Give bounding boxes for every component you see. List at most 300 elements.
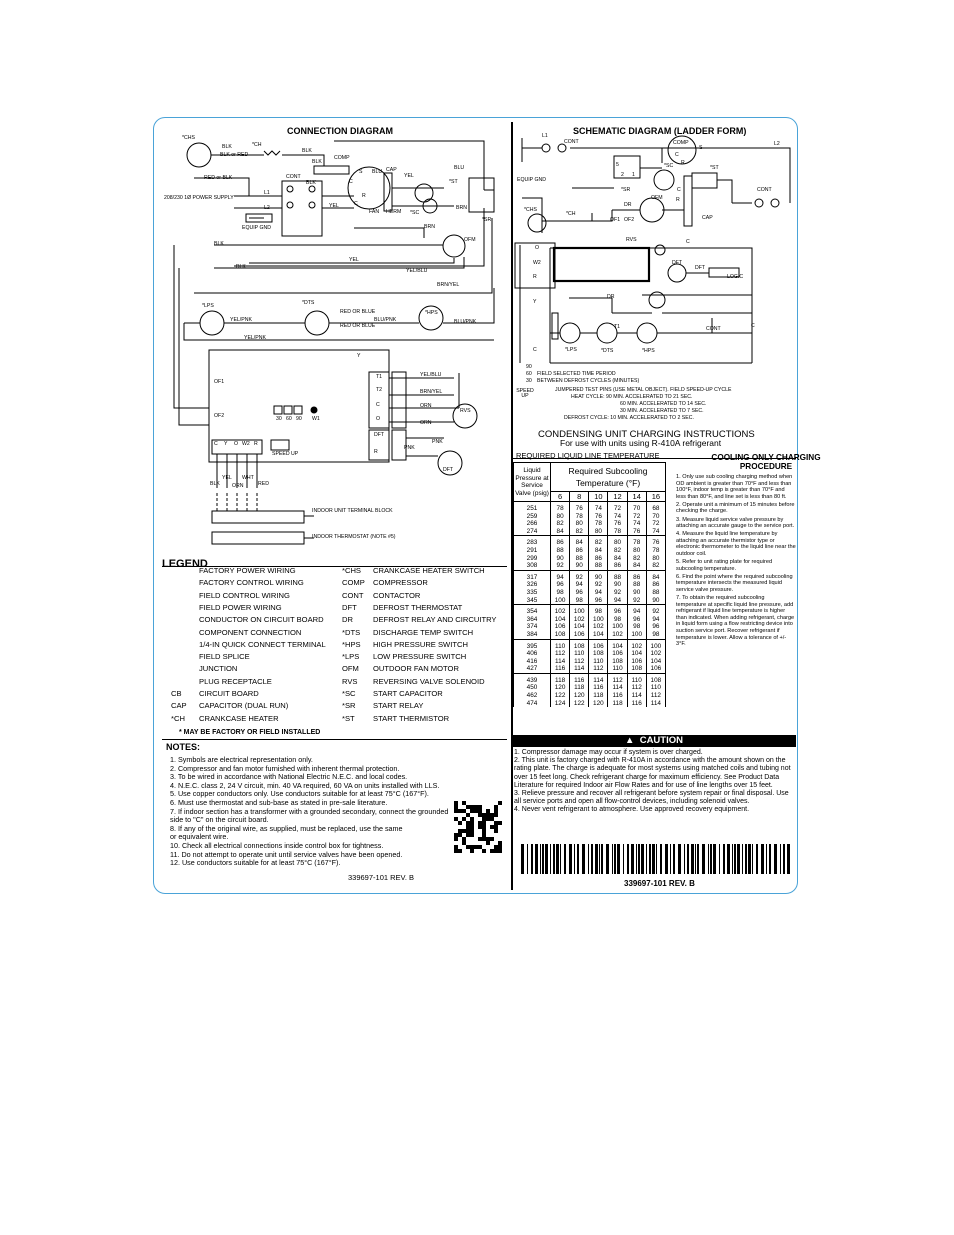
qr-module [498,841,502,845]
temperature-cell: 112 [589,665,608,673]
temperature-cell: 104 [627,650,646,658]
pressure-cell: 384 [514,631,551,639]
connection-label: HERM [386,209,402,215]
qr-module [466,845,470,849]
temperature-cell: 86 [551,536,570,547]
temperature-cell: 82 [570,528,589,536]
pressure-cell: 416 [514,658,551,666]
connection-label: C [376,402,380,408]
barcode-bar [734,844,736,874]
temperature-cell: 120 [551,684,570,692]
temperature-cell: 72 [646,520,665,528]
barcode-bar [732,844,733,874]
caution-item: 3. Relieve pressure and recover all refrigerant before system repair or final disposal. Use all service ports and open all flow-control devices, including solenoid valves. [514,790,789,806]
charging-subtitle: For use with units using R-410A refrigerant [560,438,722,448]
warning-triangle-icon: ▲ [625,735,635,746]
connection-label: RED OR BLUE [340,323,376,329]
table-row [514,684,666,692]
barcode-bar [599,844,600,874]
legend-abbr: DR [342,615,353,625]
temperature-cell: 106 [570,631,589,639]
table-row [514,623,666,631]
barcode [519,844,794,876]
schematic-label: RVS [626,237,637,243]
temperature-cell: 100 [646,639,665,650]
qr-module [478,809,482,813]
temperature-cell: 90 [646,597,665,605]
temperature-cell: 112 [608,673,627,684]
temperature-cell: 84 [608,555,627,563]
schematic-label: *CH [566,211,576,217]
pressure-cell: 345 [514,597,551,605]
schematic-label: DFT [695,265,706,271]
qr-module [462,809,466,813]
qr-module [482,821,486,825]
temperature-cell: 98 [646,631,665,639]
procedure-step: 7. To obtain the required subcooling temperature at specific liquid line pressure, add refrigerant if liquid line temperature is higher than indicated. When adding refrigerant, charge in liquid form using a flow restricting device into suction service port. Recover refrigerant if temperature is lower. Allow a tolerance of +/- 3°F. [676,595,795,648]
temperature-cell: 114 [589,673,608,684]
temperature-cell: 112 [627,684,646,692]
connection-label: RED [258,481,269,487]
qr-module [490,817,494,821]
legend-abbr-desc: DISCHARGE TEMP SWITCH [373,627,474,637]
temperature-cell: 108 [608,658,627,666]
pressure-cell: 439 [514,673,551,684]
schematic-label: EQUIP GND [517,177,547,183]
schematic-label: DFT [672,260,683,266]
qr-module [454,805,458,809]
connection-label: SPEED UP [272,451,299,457]
temperature-cell: 100 [570,605,589,616]
qr-module [466,825,470,829]
barcode-bar [623,844,624,874]
temperature-cell: 78 [589,520,608,528]
schematic-label: CONT [564,139,579,145]
temperature-cell: 82 [646,562,665,570]
temperature-cell: 96 [570,589,589,597]
qr-module [458,809,462,813]
connection-label: T2 [376,387,383,393]
connection-label: ORN [232,483,244,489]
legend-abbr-desc: HIGH PRESSURE SWITCH [373,639,468,649]
legend-abbr: CAP [171,701,187,711]
subcool-col-head: 10 [589,492,608,502]
connection-label: L1 [264,190,270,196]
legend-item: FIELD SPLICE [199,652,250,662]
qr-module [470,805,474,809]
pressure-cell: 283 [514,536,551,547]
connection-label: PNK [404,445,415,451]
legend-item: CONDUCTOR ON CIRCUIT BOARD [199,615,324,625]
temperature-cell: 72 [608,502,627,513]
note-item: or equivalent wire. [170,832,229,842]
qr-module [494,805,498,809]
note-item: 4. N.E.C. class 2, 24 V circuit, min. 40 VA required, 60 VA on units installed with LLS. [170,780,440,790]
qr-module [486,837,490,841]
legend-title: LEGEND [162,558,208,570]
temperature-cell: 74 [646,528,665,536]
barcode-bar [521,844,524,874]
barcode-bar [612,844,613,874]
temperature-cell: 102 [608,631,627,639]
temperature-cell: 94 [551,570,570,581]
legend-abbr: *ST [342,713,355,723]
legend-abbr: DFT [342,602,357,612]
connection-label: C [354,201,358,207]
schematic-diagram-title: SCHEMATIC DIAGRAM (LADDER FORM) [573,126,747,136]
col-head-subcooling: Required Subcooling Temperature (°F) [551,463,666,492]
temperature-cell: 116 [551,665,570,673]
temperature-cell: 108 [589,650,608,658]
temperature-cell: 80 [589,528,608,536]
temperature-cell: 98 [627,623,646,631]
schematic-label: DR [624,202,632,208]
table-row [514,547,666,555]
schematic-label: T1 [614,324,621,330]
qr-module [482,817,486,821]
pressure-cell: 427 [514,665,551,673]
caution-item: 4. Never vent refrigerant to atmosphere. Use approved recovery equipment. [514,806,750,814]
connection-label: YEL/BLU [406,268,428,274]
temperature-cell: 78 [608,528,627,536]
temperature-cell: 108 [551,631,570,639]
qr-module [494,829,498,833]
table-row [514,673,666,684]
temperature-cell: 80 [627,547,646,555]
connection-label: O [234,441,239,447]
temperature-cell: 94 [646,616,665,624]
procedure-step: 2. Operate unit a minimum of 15 minutes before checking the charge. [676,501,795,515]
legend-item: FACTORY POWER WIRING [199,566,296,575]
connection-label: BRN [424,224,435,230]
qr-module [498,845,502,849]
temperature-cell: 88 [589,562,608,570]
legend-abbr: CONT [342,590,364,600]
barcode-bar [708,844,709,874]
connection-label: S [359,169,363,175]
connection-label: BLK [302,148,312,154]
temperature-cell: 110 [608,665,627,673]
pressure-cell: 299 [514,555,551,563]
qr-module [486,813,490,817]
temperature-cell: 114 [646,700,665,708]
qr-module [470,845,474,849]
temperature-cell: 84 [570,536,589,547]
temperature-cell: 70 [646,513,665,521]
qr-module [470,821,474,825]
temperature-cell: 114 [570,665,589,673]
temperature-cell: 118 [570,684,589,692]
connection-label: ORN [420,420,432,426]
table-row [514,589,666,597]
pressure-cell: 308 [514,562,551,570]
temperature-cell: 120 [589,700,608,708]
qr-module [458,829,462,833]
table-row [514,502,666,513]
connection-label: *SC [410,210,420,216]
qr-module [486,841,490,845]
pressure-cell: 354 [514,605,551,616]
barcode-bar [545,844,548,874]
barcode-bar [556,844,559,874]
pressure-cell: 266 [514,520,551,528]
legend-abbr-desc: START RELAY [373,701,424,711]
schematic-label: S [699,145,703,151]
legend-abbr-desc: LOW PRESSURE SWITCH [373,652,467,662]
schematic-label: OF2 [624,217,635,223]
barcode-bar [695,844,696,874]
table-row [514,513,666,521]
connection-label: Y [357,353,361,359]
schematic-label: 2 [621,172,624,178]
temperature-cell: 96 [608,605,627,616]
connection-label: BLK [306,180,316,186]
connection-label: C [214,441,218,447]
schematic-label: L2 [774,141,780,147]
subcool-col-head: 8 [570,492,589,502]
temperature-cell: 88 [646,589,665,597]
temperature-cell: 74 [627,520,646,528]
barcode-bar [614,844,616,874]
barcode-bar [687,844,689,874]
barcode-bar [649,844,651,874]
connection-label: BRN/YEL [437,282,460,288]
qr-module [470,817,474,821]
table-row [514,555,666,563]
schematic-label: C [751,323,755,329]
notes-part-number: 339697-101 REV. B [348,873,415,882]
temperature-cell: 98 [570,597,589,605]
temperature-cell: 94 [570,581,589,589]
table-row [514,605,666,616]
temperature-cell: 88 [570,555,589,563]
legend-item: JUNCTION [199,664,238,674]
note-item: 10. Check all electrical connections inside control box for tightness. [170,841,384,850]
qr-module [454,845,458,849]
note-item: 11. Do not attempt to operate unit until service valves have been opened. [170,849,403,859]
table-row [514,639,666,650]
barcode-bar [691,844,694,874]
connection-label: DFT [374,432,385,438]
heat-cycle-60: 60 MIN. ACCELERATED TO 14 SEC. [620,401,707,407]
temperature-cell: 98 [608,616,627,624]
temperature-cell: 112 [570,658,589,666]
pressure-cell: 450 [514,684,551,692]
qr-module [458,849,462,853]
temperature-cell: 94 [589,589,608,597]
temperature-cell: 110 [627,673,646,684]
qr-module [454,837,458,841]
procedure-steps [676,474,796,649]
temperature-cell: 72 [627,513,646,521]
table-row [514,570,666,581]
temperature-cell: 106 [608,650,627,658]
connection-label: *DTS [302,300,315,306]
connection-label: R [374,449,378,455]
temperature-cell: 106 [589,639,608,650]
connection-label: *SR [482,217,492,223]
heat-cycle-90: HEAT CYCLE: 90 MIN. ACCELERATED TO 21 SEC. [571,394,693,400]
qr-module [462,817,466,821]
temperature-cell: 68 [646,502,665,513]
schematic-label: C [533,347,537,353]
pressure-cell: 251 [514,502,551,513]
temperature-cell: 98 [551,589,570,597]
temperature-cell: 96 [646,623,665,631]
barcode-bar [713,844,716,874]
caution-item: 2. This unit is factory charged with R-410A in accordance with the amount shown on the rating plate. The charge is adequate for most systems using matched coils and tubing not over 15 feet long. Check refrigerant charge for maximum efficiency. See Product Data Literature for required Indoor air Flow Rates and for use of line lengths over 15 feet. [514,757,791,789]
connection-label: BLU [372,169,383,175]
connection-label: COMP [334,155,350,161]
connection-label: PNK [432,439,443,445]
temperature-cell: 98 [589,605,608,616]
temperature-cell: 70 [627,502,646,513]
connection-label: WHT [242,475,254,481]
connection-label: RED OR BLUE [340,309,376,315]
temperature-cell: 84 [627,562,646,570]
temperature-cell: 86 [608,562,627,570]
barcode-bar [535,844,538,874]
temperature-cell: 84 [589,547,608,555]
table-row [514,581,666,589]
qr-module [474,845,478,849]
barcode-bar [588,844,589,874]
notes-title: NOTES: [166,742,201,752]
schematic-diagram [512,118,798,383]
connection-label: 208/230 1Ø POWER SUPPLY [164,195,234,201]
barcode-bar [780,844,781,874]
schematic-label: *SR [621,187,631,193]
temperature-cell: 90 [551,555,570,563]
temperature-cell: 88 [551,547,570,555]
temperature-cell: 92 [608,589,627,597]
pressure-cell: 395 [514,639,551,650]
connection-label: ORN [420,403,432,409]
legend-abbr-desc: CRANKCASE HEATER [199,713,279,723]
temperature-cell: 82 [627,555,646,563]
table-row [514,665,666,673]
temperature-cell: 92 [551,562,570,570]
temperature-cell: 96 [589,597,608,605]
legend-abbr-desc: REVERSING VALVE SOLENOID [373,676,485,686]
schematic-label: *CHS [524,207,537,213]
schematic-label: CONT [706,326,721,332]
qr-module [490,825,494,829]
temperature-cell: 116 [570,673,589,684]
schematic-label: 5 [616,162,619,168]
barcode-bar [660,844,662,874]
temperature-cell: 74 [608,513,627,521]
barcode-bar [582,844,585,874]
temperature-cell: 90 [589,570,608,581]
temperature-cell: 104 [551,616,570,624]
schematic-label: C [677,187,681,193]
liquid-line-table-title: REQUIRED LIQUID LINE TEMPERATURE [516,451,660,460]
connection-label: O [376,416,381,422]
connection-label: BLK [214,241,224,247]
connection-label: YEL [349,257,359,263]
barcode-bar [774,844,777,874]
barcode-bar [631,844,634,874]
note-item: 6. Must use thermostat and sub-base as stated in pre-sale literature. [170,798,388,807]
temperature-cell: 120 [570,692,589,700]
qr-module [470,849,474,853]
connection-label: *LPS [202,303,214,309]
barcode-bar [769,844,771,874]
legend-footnote: * MAY BE FACTORY OR FIELD INSTALLED [179,729,321,736]
barcode-bar [673,844,675,874]
temperature-cell: 88 [608,570,627,581]
connection-label: BRN/YEL [420,389,443,395]
schematic-label: R [681,160,685,166]
connection-label: BRN [456,205,467,211]
qr-module [470,825,474,829]
qr-module [482,813,486,817]
schematic-label: L1 [542,133,548,139]
temperature-cell: 124 [551,700,570,708]
temperature-cell: 100 [627,631,646,639]
qr-module [498,801,502,805]
temperature-cell: 118 [589,692,608,700]
connection-label: 60 [286,416,292,422]
connection-label: YEL [404,173,414,179]
legend-abbr: *DTS [342,627,361,637]
qr-module [482,837,486,841]
connection-diagram-title: CONNECTION DIAGRAM [287,126,393,136]
caution-item: 1. Compressor damage may occur if system is over charged. [514,749,703,756]
barcode-bar [748,844,751,874]
temperature-cell: 100 [608,623,627,631]
barcode-bar [656,844,657,874]
qr-module [498,821,502,825]
temperature-cell: 116 [608,692,627,700]
legend-abbr-desc: CRANKCASE HEATER SWITCH [373,566,485,575]
qr-module [494,809,498,813]
temperature-cell: 94 [627,605,646,616]
legend-abbr: OFM [342,664,359,674]
temperature-cell: 102 [627,639,646,650]
note-item: 12. Use conductors suitable for at least 75°C (167°F). [170,858,341,868]
schematic-label: O [535,245,540,251]
qr-module [462,801,466,805]
schematic-label: LOGIC [727,274,744,280]
legend-abbr-desc: DEFROST RELAY AND CIRCUITRY [373,615,497,625]
temperature-cell: 104 [608,639,627,650]
qr-module [462,829,466,833]
schematic-label: OFM [651,195,663,201]
qr-module [494,845,498,849]
temperature-cell: 102 [570,616,589,624]
connection-label: *HPS [425,310,438,316]
connection-label: BLU/PNK [454,319,477,325]
temperature-cell: 102 [551,605,570,616]
barcode-bar [646,844,647,874]
qr-module [462,837,466,841]
temperature-cell: 110 [551,639,570,650]
subcool-col-head: 16 [646,492,665,502]
legend-abbr: *HPS [342,639,361,649]
qr-module [478,805,482,809]
temperature-cell: 100 [589,616,608,624]
qr-module [454,849,458,853]
subcool-col-head: 14 [627,492,646,502]
schematic-label: *DTS [601,348,614,354]
table-row [514,536,666,547]
connection-label: OFM [464,237,476,243]
temperature-cell: 76 [570,502,589,513]
barcode-bar [636,844,637,874]
qr-module [470,809,474,813]
